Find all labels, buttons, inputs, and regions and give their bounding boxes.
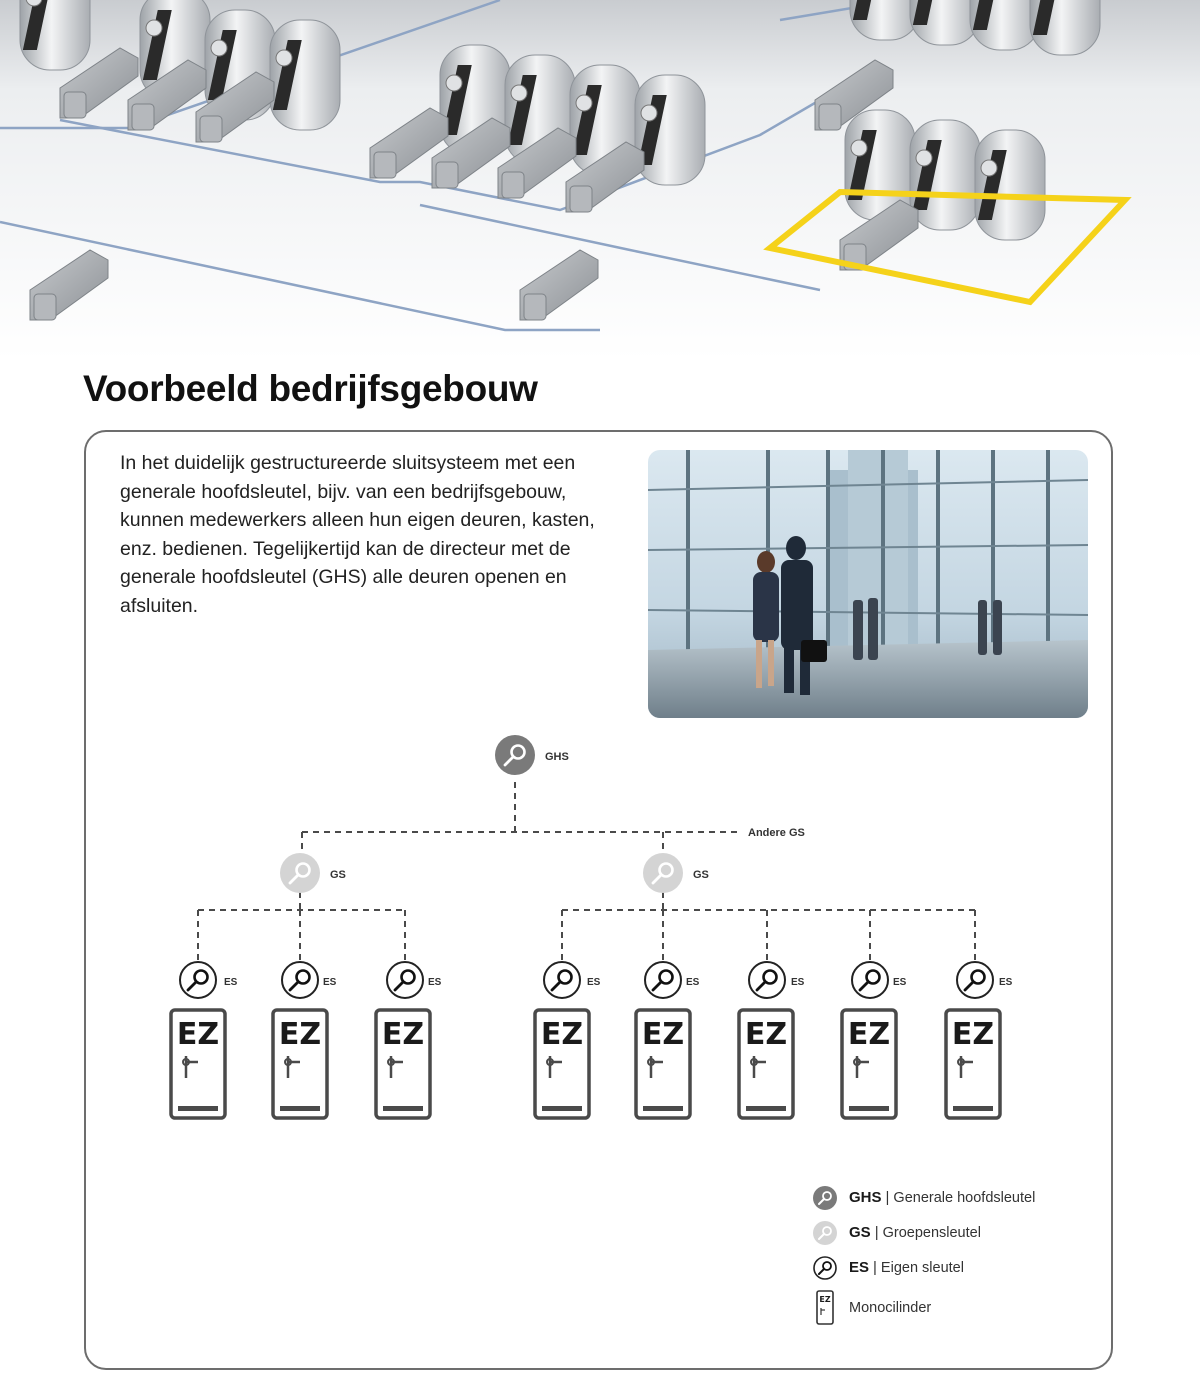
- legend-separator: |: [873, 1259, 877, 1276]
- legend-item-ghs: [812, 1180, 1102, 1215]
- own-key-icon: [749, 962, 785, 998]
- ghs-label: GHS: [545, 751, 569, 763]
- svg-text:EZ: EZ: [819, 1295, 831, 1304]
- svg-text:EZ: EZ: [176, 1017, 220, 1052]
- own-key-icon: [957, 962, 993, 998]
- leaf-3: [376, 962, 442, 1118]
- legend-separator: |: [874, 1224, 879, 1241]
- svg-text:ES: ES: [686, 977, 700, 988]
- own-key-outline-icon: [812, 1255, 838, 1281]
- own-key-icon: [645, 962, 681, 998]
- legend-item-monocylinder: [812, 1285, 1102, 1331]
- legend-item-es: [812, 1250, 1102, 1285]
- master-key-icon: [495, 735, 535, 775]
- master-key-dark-icon: [812, 1185, 838, 1211]
- svg-text:EZ: EZ: [381, 1017, 425, 1052]
- legend-description: Generale hoofdsleutel: [893, 1189, 1036, 1206]
- own-key-icon: [282, 962, 318, 998]
- leaf-1: [171, 962, 238, 1118]
- svg-text:ES: ES: [428, 977, 442, 988]
- svg-text:EZ: EZ: [540, 1017, 584, 1052]
- svg-text:EZ: EZ: [278, 1017, 322, 1052]
- page-title: Voorbeeld bedrijfsgebouw: [83, 368, 538, 409]
- own-key-icon: [852, 962, 888, 998]
- svg-text:ES: ES: [999, 977, 1013, 988]
- group-1-label: GS: [330, 869, 346, 881]
- key-hierarchy-diagram: [0, 720, 1200, 1140]
- own-key-icon: [387, 962, 423, 998]
- legend-description: Monocilinder: [849, 1300, 932, 1316]
- svg-text:ES: ES: [224, 977, 238, 988]
- legend-item-gs: [812, 1215, 1102, 1250]
- leaf-6: [739, 962, 805, 1118]
- legend-code: GS: [849, 1224, 871, 1241]
- group-key-icon: [280, 853, 320, 893]
- group-2-label: GS: [693, 869, 709, 881]
- office-photo: [648, 450, 1088, 718]
- hero-lock-cylinders-illustration: [0, 0, 1200, 360]
- group-node-2: [643, 853, 709, 893]
- other-groups-label: Andere GS: [748, 827, 805, 839]
- own-key-icon: [180, 962, 216, 998]
- svg-text:ES: ES: [587, 977, 601, 988]
- group-key-icon: [643, 853, 683, 893]
- legend-description: Eigen sleutel: [880, 1259, 964, 1276]
- leaf-8: [946, 962, 1013, 1118]
- svg-text:ES: ES: [323, 977, 337, 988]
- own-key-icon: [544, 962, 580, 998]
- legend-separator: |: [885, 1189, 890, 1206]
- leaf-7: [842, 962, 907, 1118]
- group-key-light-icon: [812, 1220, 838, 1246]
- group-node-1: [280, 853, 346, 893]
- legend-description: Groepensleutel: [882, 1224, 981, 1241]
- leaf-2: [273, 962, 337, 1118]
- svg-text:EZ: EZ: [847, 1017, 891, 1052]
- intro-text: In het duidelijk gestructureerde sluitsysteem met een generale hoofdsleutel, bijv. van een bedrijfsgebouw, kunnen medewerkers alleen hun eigen deuren, kasten, enz. bedienen. Tegelijkertijd kan de directeur met de generale hoofdsleutel (GHS) alle deuren openen en afsluiten.: [120, 452, 595, 617]
- ghs-node: [495, 735, 569, 775]
- svg-text:ES: ES: [791, 977, 805, 988]
- leaf-4: [535, 962, 601, 1118]
- svg-text:EZ: EZ: [641, 1017, 685, 1052]
- svg-text:ES: ES: [893, 977, 907, 988]
- legend-code: GHS: [849, 1189, 882, 1206]
- svg-text:EZ: EZ: [744, 1017, 788, 1052]
- door-ez-icon: [812, 1290, 838, 1326]
- svg-text:EZ: EZ: [951, 1017, 995, 1052]
- legend: [812, 1180, 1102, 1331]
- leaf-5: [636, 962, 700, 1118]
- legend-code: ES: [849, 1259, 870, 1276]
